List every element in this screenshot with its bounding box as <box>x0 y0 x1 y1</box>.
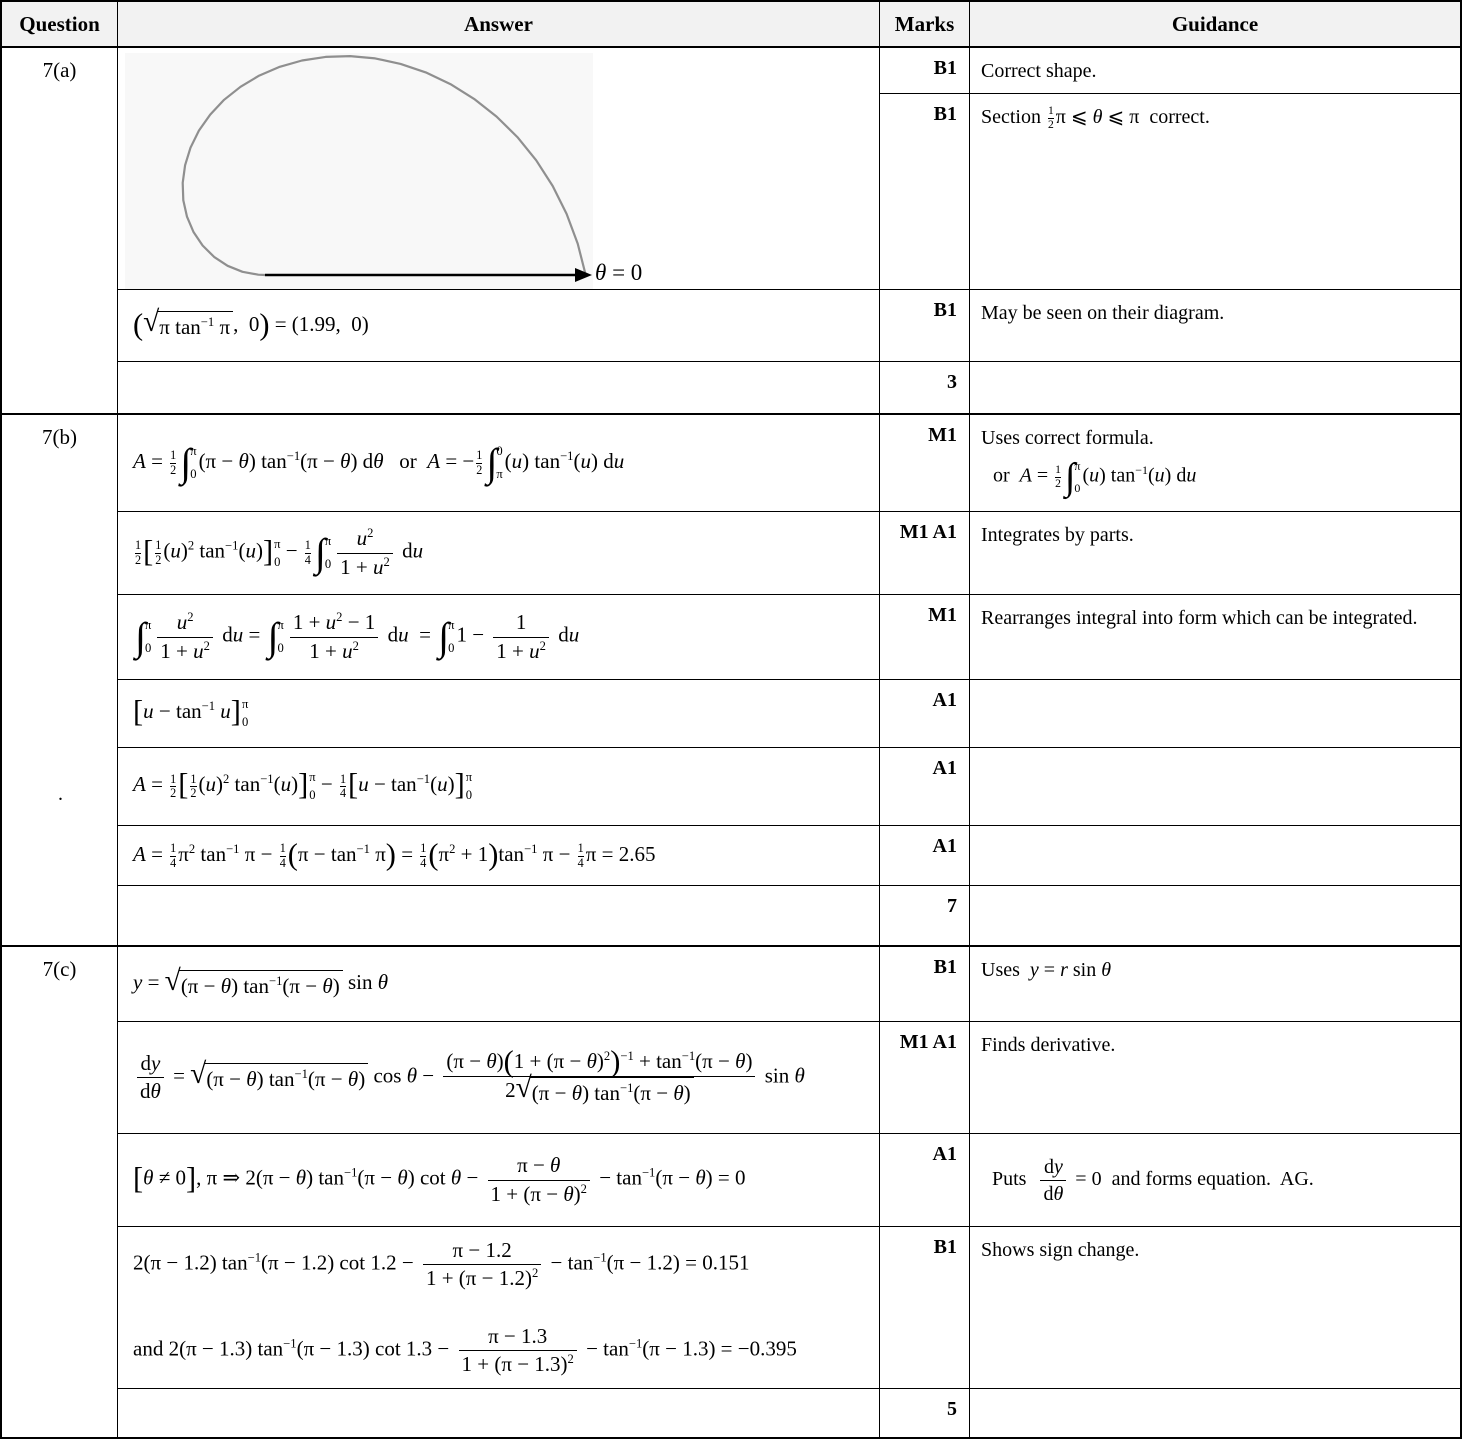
guidance-text: Puts $\frac{dy}{d\theta}$ = 0 and forms equation. AG. <box>992 1155 1314 1205</box>
guidance-cell-7c-4: Shows sign change. <box>970 1227 1460 1389</box>
section-7a <box>0 46 1462 415</box>
answer-formula: ( √ π $\tan^{-1} \pi$ , 0) = (1.99, 0) <box>133 306 369 342</box>
answer-cell-7b-5 <box>118 748 880 826</box>
answer-formula: A = $\frac{1}{2}$ ∫ π 0 (π − θ) $\tan^{-1}(\pi - \theta)$ dθ or A = − $\frac{1}{2}$ ∫ 0 π (u) $\tan^{-1}(u)$ du <box>133 440 625 486</box>
marks-cell-7c-4: B1 <box>880 1227 970 1389</box>
answer-formula: y = √ (π − θ) $\tan^{-1}(\pi - \theta)$ sin θ <box>133 964 389 998</box>
answer-cell-7c-4 <box>118 1227 880 1389</box>
answer-cell-7b-6 <box>118 826 880 886</box>
marks-cell-7b-2: M1 A1 <box>880 512 970 595</box>
marks-cell-7a-1: B1 <box>880 48 970 94</box>
question-label-7c: 7(c) <box>42 957 77 981</box>
guidance-cell-7c-1: Uses y = r sin θ <box>970 947 1460 1022</box>
guidance-cell-7c-total <box>970 1389 1460 1437</box>
marks-cell-7a-3: B1 <box>880 290 970 362</box>
answer-formula: 2(π − 1.2) $\tan^{-1}(\pi - 1.2)$ cot 1.2 − $\frac{\pi - 1.2}{1 + (\pi - 1.2)^2}$ − $\tan^{-1}(\pi - 1.2) = 0.151$ and 2(π − 1.3) $\tan^{-1}(\pi - 1.3)$ cot 1.3 − $\frac{\pi - 1.3}{1 + (\pi - 1.3)^2}$ − $\tan^{-1}(\pi - 1.3) = -0.395$ <box>133 1237 879 1378</box>
question-label-7a: 7(a) <box>42 58 77 82</box>
question-cell-7b <box>2 415 118 945</box>
header-marks: Marks <box>880 2 970 46</box>
total-marks-7c: 5 <box>880 1389 970 1437</box>
answer-cell-7b-2 <box>118 512 880 595</box>
guidance-cell-7c-3 <box>970 1134 1460 1227</box>
section-7c <box>0 945 1462 1439</box>
answer-cell-7c-1 <box>118 947 880 1022</box>
guidance-cell-7c-2: Finds derivative. <box>970 1022 1460 1134</box>
question-cell-7c <box>2 947 118 1437</box>
answer-cell-7a-3 <box>118 290 880 362</box>
answer-formula: [θ ≠ 0], π ⇒ 2(π − θ) $\tan^{-1}(\pi - \theta)$ cot θ − $\frac{\pi - \theta}{1 + (\pi - \theta)^2}$ − $\tan^{-1}(\pi - \theta) = 0$ <box>133 1152 879 1208</box>
axis-label: θ = 0 <box>595 260 643 285</box>
answer-formula: $[u - \tan^{-1} u]$ π 0 <box>133 694 249 730</box>
marks-cell-7b-3: M1 <box>880 595 970 680</box>
marks-cell-7b-1: M1 <box>880 415 970 512</box>
guidance-cell-7b-5 <box>970 748 1460 826</box>
question-label-7b: 7(b) <box>42 425 77 449</box>
answer-cell-7b-1 <box>118 415 880 512</box>
guidance-cell-7b-6 <box>970 826 1460 886</box>
answer-diagram-cell-7a <box>118 48 880 290</box>
answer-cell-7c-total <box>118 1389 880 1437</box>
guidance-cell-7a-1: Correct shape. <box>970 48 1460 94</box>
answer-cell-7b-3 <box>118 595 880 680</box>
marks-cell-7b-6: A1 <box>880 826 970 886</box>
marks-cell-7b-5: A1 <box>880 748 970 826</box>
guidance-cell-7b-1: Uses correct formula. or A = $\frac{1}{2}$ ∫ π 0 (u) $\tan^{-1}(u)$ du <box>970 415 1460 512</box>
guidance-cell-7b-2: Integrates by parts. <box>970 512 1460 595</box>
answer-formula: $\frac{1}{2}$ [ $\frac{1}{2}$ $(u)^2$ $\tan^{-1}(u)$] π 0 − $\frac{1}{4}$ ∫ π 0 $\frac{u^2}{1 + u^2}$ du <box>133 525 879 581</box>
guidance-cell-7a-2: Section $\frac{1}{2}$ π ⩽ θ ⩽ π correct. <box>970 94 1460 290</box>
diagram-background <box>125 53 593 289</box>
marks-cell-7b-4: A1 <box>880 680 970 748</box>
answer-cell-7a-total <box>118 362 880 413</box>
guidance-cell-7b-4 <box>970 680 1460 748</box>
answer-cell-7b-total <box>118 886 880 945</box>
header-guidance: Guidance <box>970 2 1460 46</box>
total-marks-7a: 3 <box>880 362 970 413</box>
answer-formula: ∫ π 0 $\frac{u^2}{1 + u^2}$ du = ∫ π 0 $\frac{1 + u^2 - 1}{1 + u^2}$ du = ∫ π 0 1 − $\frac{1}{1 + u^2}$ du <box>133 609 879 665</box>
header-answer: Answer <box>118 2 880 46</box>
answer-formula: $\frac{dy}{d\theta}$ = √ (π − θ) $\tan^{-1}(\pi - \theta)$ cos θ − $(\pi - \theta)(1 + (\pi - \theta)^2)^{-1} + \tan^{-1}(\pi - \theta)$ 2 √ (π − θ) $\tan^{-1}(\pi - \theta)$ sin θ <box>133 1048 879 1107</box>
marks-cell-7a-2: B1 <box>880 94 970 290</box>
answer-formula: A = $\frac{1}{4}$ $\pi^2$ $\tan^{-1} \pi$ − $\frac{1}{4}$ $(\pi - \tan^{-1} \pi)$ = $\frac{1}{4}$ $(\pi^2 + 1)\tan^{-1}$ π − $\frac{1}{4}$ π = 2.65 <box>133 837 656 872</box>
total-marks-7b: 7 <box>880 886 970 945</box>
answer-formula: A = $\frac{1}{2}$ [ $\frac{1}{2}$ $(u)^2$ $\tan^{-1}(u)$] π 0 − $\frac{1}{4}$ $[u - \tan^{-1}(u)]$ π 0 <box>133 767 473 803</box>
answer-cell-7c-2 <box>118 1022 880 1134</box>
section-7b <box>0 413 1462 947</box>
table-header-row <box>0 0 1462 48</box>
answer-cell-7c-3 <box>118 1134 880 1227</box>
question-cell-7a <box>2 48 118 413</box>
guidance-cell-7b-total <box>970 886 1460 945</box>
marks-cell-7c-2: M1 A1 <box>880 1022 970 1134</box>
guidance-cell-7a-total <box>970 362 1460 413</box>
guidance-cell-7b-3: Rearranges integral into form which can be integrated. <box>970 595 1460 680</box>
header-question: Question <box>2 2 118 46</box>
stray-dot: . <box>58 783 63 805</box>
guidance-cell-7a-3: May be seen on their diagram. <box>970 290 1460 362</box>
answer-cell-7b-4 <box>118 680 880 748</box>
marks-cell-7c-3: A1 <box>880 1134 970 1227</box>
marks-cell-7c-1: B1 <box>880 947 970 1022</box>
polar-curve-diagram <box>125 50 685 290</box>
